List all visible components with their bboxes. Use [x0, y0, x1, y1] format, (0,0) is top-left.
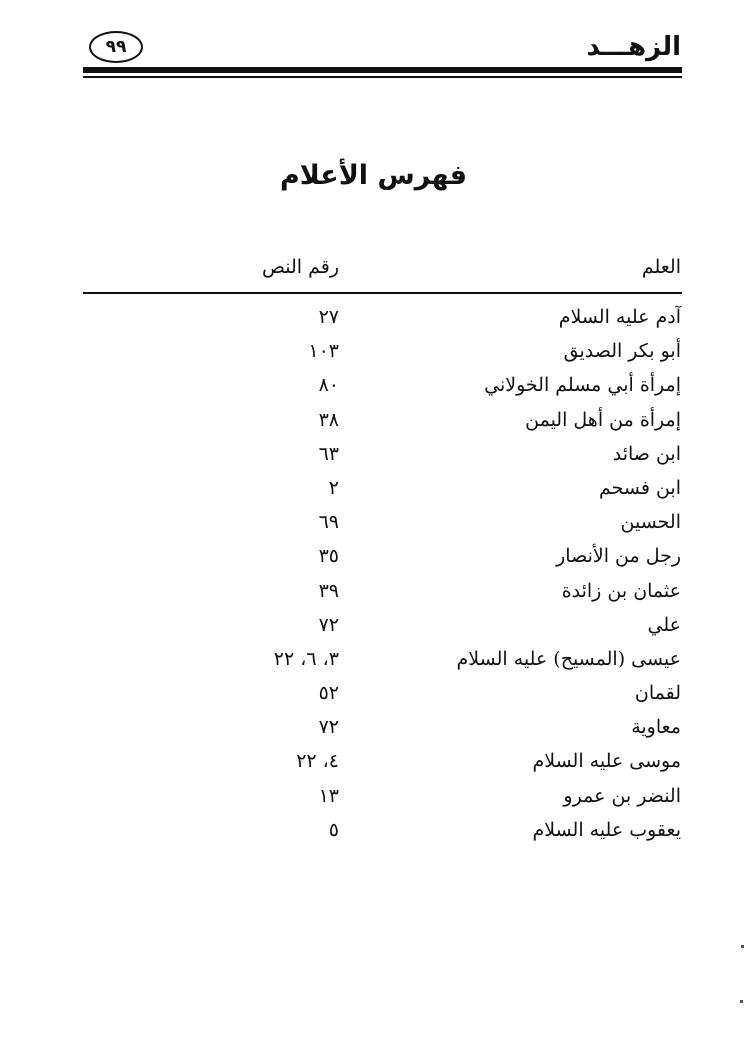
entry-ref: ٥ [328, 818, 339, 841]
entry-name: موسى عليه السلام [532, 750, 681, 773]
index-row [0, 443, 747, 477]
index-row [0, 614, 747, 648]
index-row [0, 511, 747, 545]
entry-name: لقمان [634, 682, 681, 705]
section-title: فهرس الأعلام [279, 160, 468, 191]
index-row [0, 306, 747, 340]
index-row [0, 374, 747, 408]
index-row [0, 580, 747, 614]
index-row [0, 716, 747, 750]
entry-ref: ٧٢ [318, 716, 339, 739]
entry-ref: ١٣ [318, 784, 339, 807]
index-row [0, 340, 747, 374]
entry-name: رجل من الأنصار [556, 545, 681, 568]
entry-ref: ٣٥ [318, 545, 339, 568]
entry-name: ابن صائد [612, 442, 681, 465]
index-list [0, 306, 747, 853]
entry-ref: ٦٣ [318, 442, 339, 465]
index-row [0, 819, 747, 853]
index-row [0, 477, 747, 511]
entry-name: عيسى (المسيح) عليه السلام [456, 647, 681, 670]
scan-speck [740, 1000, 743, 1003]
header-rule-thick [83, 67, 682, 73]
entry-name: أبو بكر الصديق [563, 340, 681, 363]
index-row [0, 785, 747, 819]
entry-ref: ٣، ٦، ٢٢ [273, 647, 339, 670]
index-row [0, 545, 747, 579]
entry-ref: ١٠٣ [308, 340, 339, 363]
entry-name: إمرأة أبي مسلم الخولاني [484, 374, 681, 397]
index-row [0, 750, 747, 784]
entry-ref: ٣٩ [318, 579, 339, 602]
index-row [0, 409, 747, 443]
entry-ref: ٢٧ [318, 306, 339, 328]
entry-name: إمرأة من أهل اليمن [525, 408, 681, 431]
index-row [0, 648, 747, 682]
entry-ref: ٨٠ [318, 374, 339, 397]
entry-ref: ٤، ٢٢ [296, 750, 339, 773]
entry-name: ابن فسحم [598, 476, 681, 499]
column-header-ref: رقم النص [261, 256, 339, 278]
page-number-badge [89, 31, 143, 63]
entry-name: يعقوب عليه السلام [532, 818, 681, 841]
entry-name: معاوية [631, 716, 681, 739]
entry-ref: ٦٩ [318, 511, 339, 534]
entry-ref: ٣٨ [318, 408, 339, 431]
column-header-name: العلم [641, 256, 681, 278]
entry-ref: ٢ [328, 476, 339, 499]
entry-ref: ٧٢ [318, 613, 339, 636]
entry-ref: ٥٢ [318, 682, 339, 705]
index-row [0, 682, 747, 716]
scan-speck [741, 945, 744, 948]
entry-name: آدم عليه السلام [558, 306, 681, 328]
header-rule-thin [83, 76, 682, 78]
entry-name: عثمان بن زائدة [561, 579, 681, 602]
column-header-rule [83, 292, 682, 294]
entry-name: علي [647, 613, 681, 636]
page-number: ٩٩ [105, 37, 127, 57]
entry-name: الحسين [620, 511, 681, 534]
entry-name: النضر بن عمرو [563, 784, 681, 807]
running-title: الزهـــد [586, 32, 681, 62]
